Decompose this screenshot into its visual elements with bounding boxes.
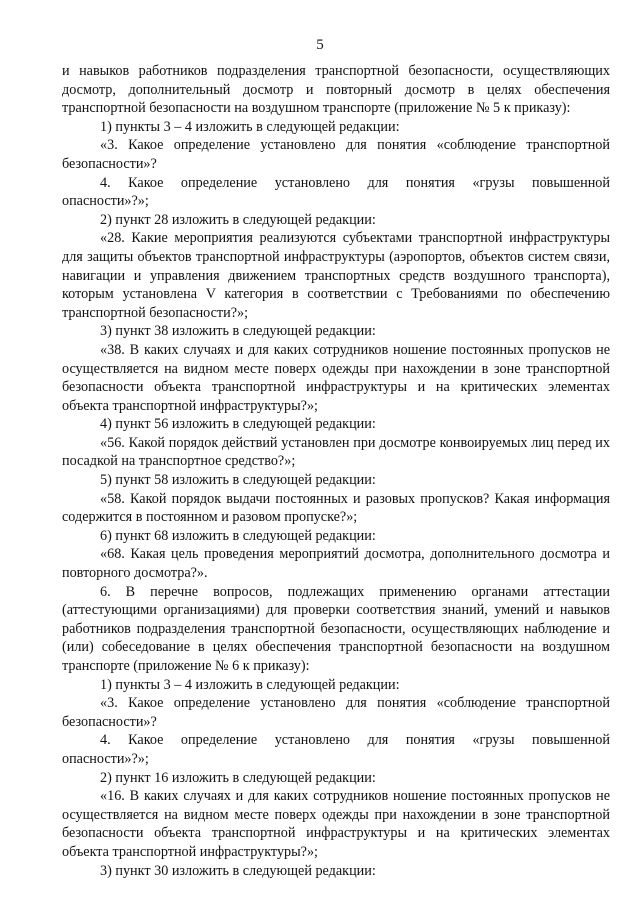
paragraph-section-6-question-3: «3. Какое определение установлено для понятия «соблюдение транспортной безопасности»? — [62, 695, 610, 730]
paragraph-section-6-item-1-heading: 1) пункты 3 – 4 изложить в следующей редакции: — [100, 676, 400, 693]
document-body — [62, 62, 610, 880]
paragraph-question-4: 4. Какое определение установлено для понятия «грузы повышенной опасности»?»; — [62, 174, 610, 210]
page-number: 5 — [316, 37, 324, 53]
paragraph-question-68: «68. Какая цель проведения мероприятий досмотра, дополнительного досмотра и повторного досмотра?». — [62, 546, 610, 582]
paragraph-item-6-heading: 6) пункт 68 изложить в следующей редакции: — [100, 527, 376, 544]
paragraph-section-6-question-4: 4. Какое определение установлено для понятия «грузы повышенной опасности»?»; — [62, 732, 610, 767]
paragraph-intro-continuation: и навыков работников подразделения транспортной безопасности, осуществляющих досмотр, дополнительный досмотр и повторный досмотр в целях обеспечения транспортной безопасности на воздушном транспорте (приложение № 5 к приказу): — [62, 63, 610, 117]
paragraph-question-16: «16. В каких случаях и для каких сотрудников ношение постоянных пропусков не осуществляется на видном месте поверх одежды при нахождении в зоне транспортной безопасности объекта транспортной инфраструктуры и на критических элементах объекта транспортной инфраструктуры?»; — [62, 788, 610, 860]
paragraph-question-38: «38. В каких случаях и для каких сотрудников ношение постоянных пропусков не осуществляется на видном месте поверх одежды при нахождении в зоне транспортной безопасности объекта транспортной инфраструктуры и на критических элементах объекта транспортной инфраструктуры?»; — [62, 341, 610, 414]
paragraph-section-6-item-2-heading: 2) пункт 16 изложить в следующей редакции: — [100, 769, 376, 786]
paragraph-section-6-item-3-heading: 3) пункт 30 изложить в следующей редакции: — [100, 862, 376, 879]
paragraph-item-4-heading: 4) пункт 56 изложить в следующей редакции: — [100, 416, 376, 433]
paragraph-question-3: «3. Какое определение установлено для понятия «соблюдение транспортной безопасности»? — [62, 137, 610, 172]
paragraph-question-28: «28. Какие мероприятия реализуются субъектами транспортной инфраструктуры для защиты объектов транспортной инфраструктуры (аэропортов, объектов систем связи, навигации и управления движением транспортных средств воздушного транспорта), которым установлена V категория в соответствии с Требованиями по обеспечению транспортной безопасности?»; — [62, 230, 610, 321]
paragraph-item-5-heading: 5) пункт 58 изложить в следующей редакции: — [100, 472, 376, 489]
paragraph-question-58: «58. Какой порядок выдачи постоянных и разовых пропусков? Какая информация содержится в постоянном и разовом пропуске?»; — [62, 490, 610, 526]
paragraph-item-3-heading: 3) пункт 38 изложить в следующей редакции: — [100, 323, 376, 340]
paragraph-item-1-heading: 1) пункты 3 – 4 изложить в следующей редакции: — [100, 118, 400, 135]
paragraph-question-56: «56. Какой порядок действий установлен при досмотре конвоируемых лиц перед их посадкой на транспортное средство?»; — [62, 434, 610, 470]
paragraph-item-2-heading: 2) пункт 28 изложить в следующей редакции: — [100, 211, 376, 228]
paragraph-section-6: 6. В перечне вопросов, подлежащих применению органами аттестации (аттестующими организациями) для проверки соответствия знаний, умений и навыков работников подразделения транспортной безопасности, осуществляющих наблюдение и (или) собеседование в целях обеспечения транспортной безопасности на воздушном транспорте (приложение № 6 к приказу): — [62, 583, 610, 674]
